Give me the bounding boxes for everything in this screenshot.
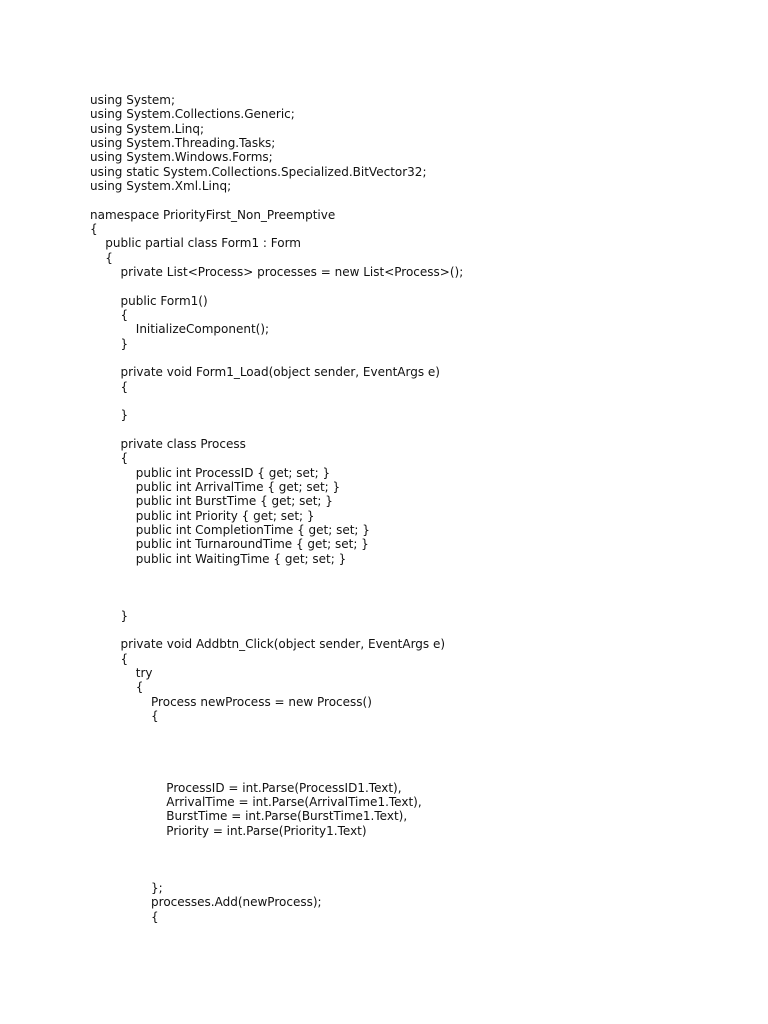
- code-line: public int WaitingTime { get; set; }: [90, 551, 347, 566]
- code-line: [90, 867, 463, 881]
- code-line: using System.Threading.Tasks;: [90, 135, 276, 150]
- code-line: public int Priority { get; set; }: [90, 508, 315, 523]
- code-line: [90, 566, 463, 580]
- code-line: private void Form1_Load(object sender, EventArgs e): [90, 365, 440, 380]
- code-line: {: [90, 307, 129, 322]
- code-line: Process newProcess = new Process(): [90, 694, 372, 709]
- code-line: [90, 423, 463, 437]
- code-line: [90, 580, 463, 594]
- code-line: };: [90, 881, 163, 896]
- code-line: try: [90, 666, 153, 681]
- code-line: {: [90, 680, 144, 695]
- code-line: [90, 193, 463, 207]
- code-line: [90, 766, 463, 780]
- code-line: using System.Windows.Forms;: [90, 150, 273, 165]
- code-line: using System.Linq;: [90, 121, 205, 136]
- code-line: }: [90, 608, 129, 623]
- code-line: BurstTime = int.Parse(BurstTime1.Text),: [90, 809, 408, 824]
- code-line: ProcessID = int.Parse(ProcessID1.Text),: [90, 780, 402, 795]
- code-line: {: [90, 451, 129, 466]
- code-line: private void Addbtn_Click(object sender, EventArgs e): [90, 637, 446, 652]
- code-line: [90, 594, 463, 608]
- code-line: {: [90, 379, 129, 394]
- code-line: [90, 838, 463, 852]
- code-line: public int ArrivalTime { get; set; }: [90, 479, 341, 494]
- code-line: {: [90, 709, 159, 724]
- code-listing: [90, 93, 463, 924]
- code-line: ArrivalTime = int.Parse(ArrivalTime1.Text),: [90, 795, 422, 810]
- code-line: Priority = int.Parse(Priority1.Text): [90, 823, 367, 838]
- code-line: }: [90, 408, 129, 423]
- code-line: namespace PriorityFirst_Non_Preemptive: [90, 207, 336, 222]
- code-line: public partial class Form1 : Form: [90, 236, 301, 251]
- code-line: }: [90, 336, 129, 351]
- code-line: [90, 394, 463, 408]
- code-line: public int TurnaroundTime { get; set; }: [90, 537, 369, 552]
- code-line: private class Process: [90, 436, 246, 451]
- code-line: {: [90, 250, 113, 265]
- code-line: using System.Xml.Linq;: [90, 178, 232, 193]
- code-line: {: [90, 909, 159, 924]
- code-line: [90, 738, 463, 752]
- code-line: public int ProcessID { get; set; }: [90, 465, 331, 480]
- code-line: using System;: [90, 93, 176, 107]
- code-line: {: [90, 221, 98, 236]
- code-line: [90, 752, 463, 766]
- code-line: [90, 852, 463, 866]
- code-line: {: [90, 651, 129, 666]
- code-line: processes.Add(newProcess);: [90, 895, 322, 910]
- code-line: InitializeComponent();: [90, 322, 270, 337]
- code-line: [90, 623, 463, 637]
- code-line: [90, 723, 463, 737]
- code-line: [90, 279, 463, 293]
- code-line: public int CompletionTime { get; set; }: [90, 522, 370, 537]
- code-line: private List<Process> processes = new List<Process>();: [90, 264, 464, 279]
- code-line: public Form1(): [90, 293, 208, 308]
- code-line: public int BurstTime { get; set; }: [90, 494, 333, 509]
- code-line: [90, 351, 463, 365]
- code-line: using static System.Collections.Specialized.BitVector32;: [90, 164, 427, 179]
- code-line: using System.Collections.Generic;: [90, 107, 295, 122]
